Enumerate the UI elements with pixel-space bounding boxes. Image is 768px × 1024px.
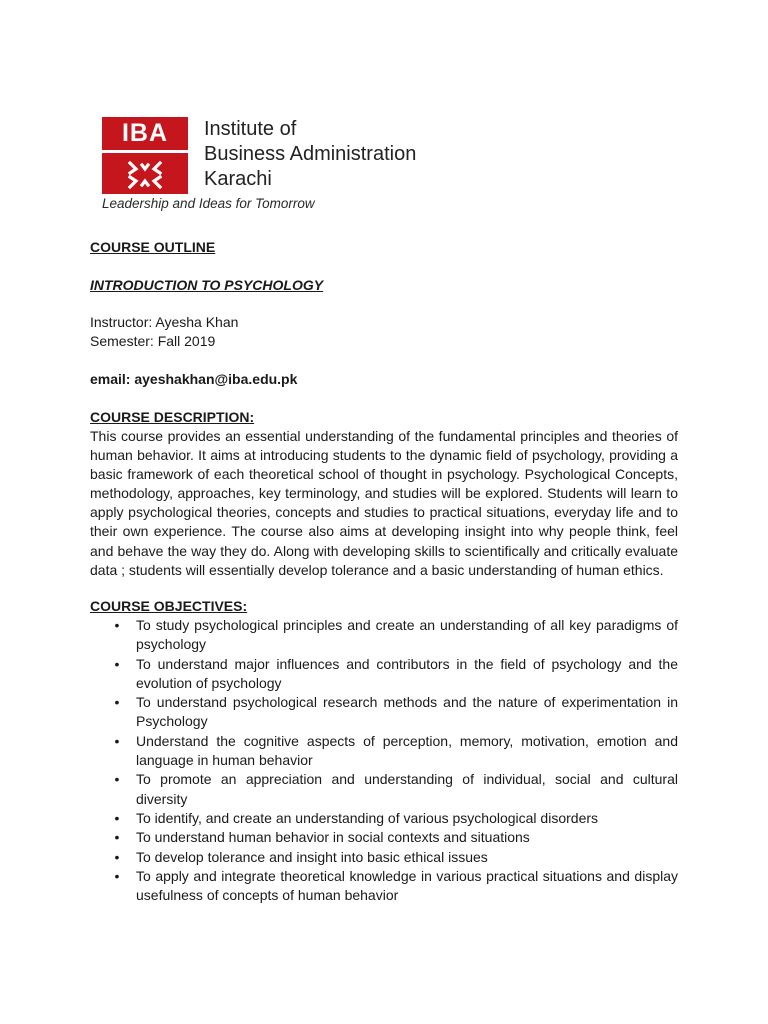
objective-text: Understand the cognitive aspects of perception, memory, motivation, emotion and language in human behavior (136, 732, 678, 769)
objective-text: To study psychological principles and create an understanding of all key paradigms of psychology (136, 617, 678, 653)
course-name: INTRODUCTION TO PSYCHOLOGY (90, 277, 324, 293)
bullet-icon: • (114, 848, 120, 865)
list-item (90, 693, 678, 732)
bullet-icon: • (114, 809, 120, 826)
course-outline-title: COURSE OUTLINE (90, 239, 216, 255)
instructor: Instructor: Ayesha Khan (90, 314, 239, 330)
objective-text: To apply and integrate theoretical knowledge in various practical situations and display usefulness of concepts of human behavior (136, 867, 678, 904)
description-heading: COURSE DESCRIPTION: (90, 409, 255, 425)
list-item (90, 732, 678, 771)
bullet-icon: • (114, 655, 120, 672)
bullet-icon: • (114, 771, 120, 788)
bullet-icon: • (114, 867, 120, 884)
list-item (90, 848, 678, 867)
objectives-heading: COURSE OBJECTIVES: (90, 598, 248, 614)
list-item (90, 616, 678, 655)
objective-text: To develop tolerance and insight into basic ethical issues (136, 848, 488, 865)
email: email: ayeshakhan@iba.edu.pk (90, 371, 298, 387)
list-item (90, 655, 678, 694)
institution-line-3: Karachi (204, 168, 272, 190)
institution-line-1: Institute of (204, 118, 297, 140)
objective-text: To understand major influences and contributors in the field of psychology and the evolution of psychology (136, 655, 678, 691)
objective-text: To identify, and create an understanding of various psychological disorders (136, 809, 599, 826)
objective-text: To understand psychological research methods and the nature of experimentation in Psychology (136, 694, 678, 730)
course-description: This course provides an essential understanding of the fundamental principles and theories of human behavior. It aims at introducing students to the dynamic field of psychology, providing a basic framework of each theoretical school of thought in psychology. Psychological Concepts, methodology, approaches, key terminology, and studies will be explored. Students will learn to apply psychological theories, concepts and studies to practical situations, everyday life and to their own experience. The course also aims at developing insight into why people think, feel and behave the way they do. Along with developing skills to scientifically and critically evaluate data ; students will essentially develop tolerance and a basic understanding of human ethics. (90, 428, 678, 578)
bullet-icon: • (114, 829, 120, 846)
bullet-icon: • (114, 617, 120, 633)
bullet-icon: • (114, 732, 120, 749)
tagline: Leadership and Ideas for Tomorrow (102, 196, 315, 211)
objective-text: To understand human behavior in social contexts and situations (136, 829, 530, 846)
objectives-list (90, 616, 678, 905)
list-item (90, 828, 678, 847)
bullet-icon: • (114, 694, 120, 711)
institution-name (204, 117, 416, 192)
list-item (90, 809, 678, 828)
list-item (90, 770, 678, 809)
semester: Semester: Fall 2019 (90, 333, 216, 349)
logo-text: IBA (121, 119, 169, 147)
iba-logo (102, 117, 188, 194)
iba-emblem-icon (126, 159, 164, 191)
list-item (90, 867, 678, 906)
logo-divider (102, 150, 188, 153)
institution-line-2: Business Administration (204, 143, 417, 165)
objective-text: To promote an appreciation and understanding of individual, social and cultural diversity (136, 771, 678, 807)
